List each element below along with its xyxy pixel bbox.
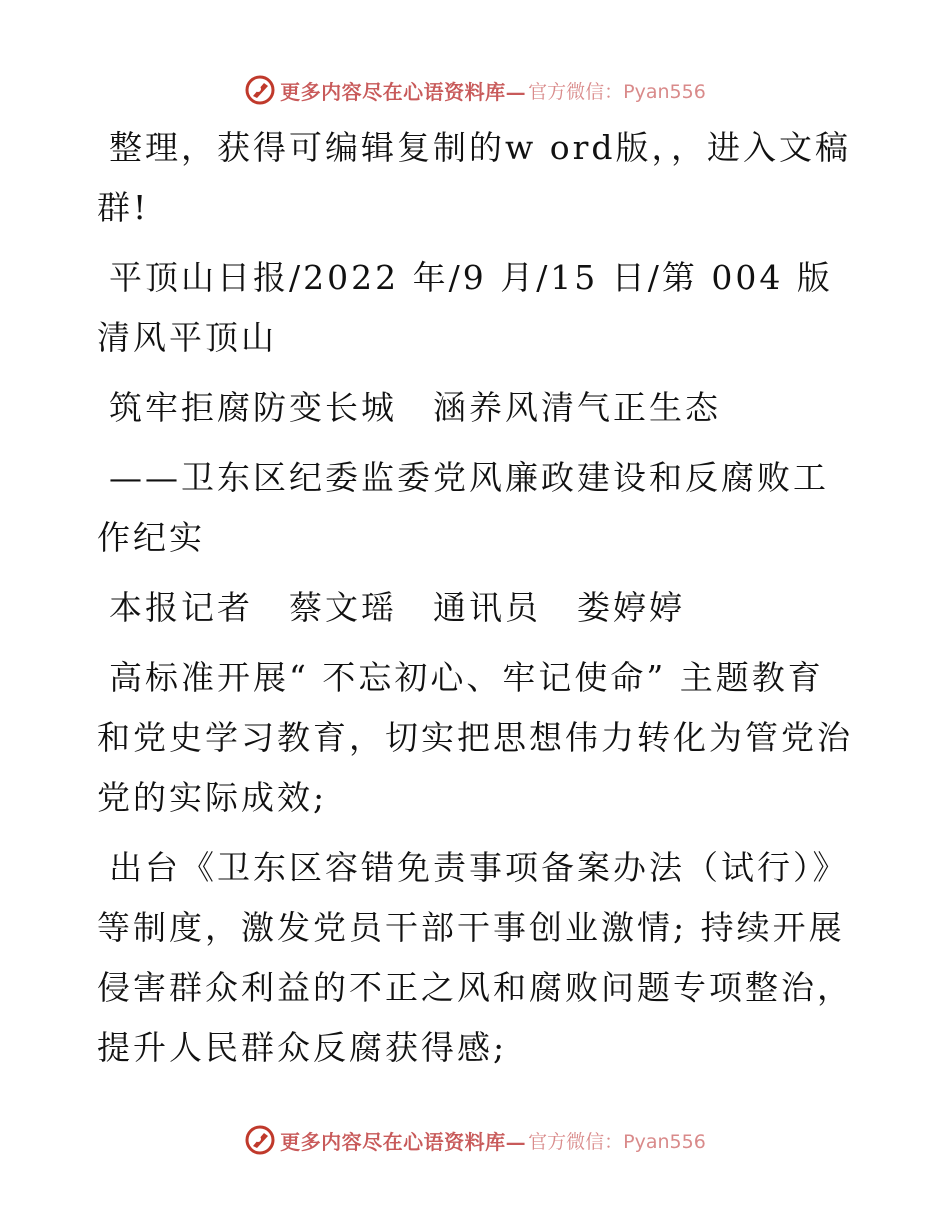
banner-wechat: 官方微信：Pyan556 xyxy=(528,1130,706,1153)
document-body xyxy=(97,118,853,1088)
article-subtitle: ——卫东区纪委监委党风廉政建设和反腐败工作纪实 xyxy=(97,458,829,557)
logo-icon xyxy=(244,1124,276,1156)
banner-text: 更多内容尽在心语资料库— xyxy=(280,1129,527,1154)
paragraph-source: 平顶山日报/2022 年/9 月/15 日/第 004 版清风平顶山 xyxy=(97,258,833,357)
footer-banner xyxy=(0,1120,950,1160)
article-byline: 本报记者 蔡文瑶 通讯员 娄婷婷 xyxy=(109,588,685,627)
banner-wechat: 官方微信：Pyan556 xyxy=(528,80,706,103)
logo-icon xyxy=(244,74,276,106)
paragraph-body-1: 高标准开展“ 不忘初心、牢记使命” 主题教育和党史学习教育，切实把思想伟力转化为管党治党的实际成效; xyxy=(97,658,853,817)
header-banner xyxy=(0,70,950,110)
paragraph-body-2: 出台《卫东区容错免责事项备案办法（试行）》等制度，激发党员干部干事创业激情; 持续开展侵害群众利益的不正之风和腐败问题专项整治，提升人民群众反腐获得感; xyxy=(97,848,853,1067)
paragraph-intro: 整理，获得可编辑复制的w ord版，，进入文稿群! xyxy=(97,128,852,227)
banner-text: 更多内容尽在心语资料库— xyxy=(280,79,527,104)
article-title: 筑牢拒腐防变长城 涵养风清气正生态 xyxy=(109,388,721,427)
